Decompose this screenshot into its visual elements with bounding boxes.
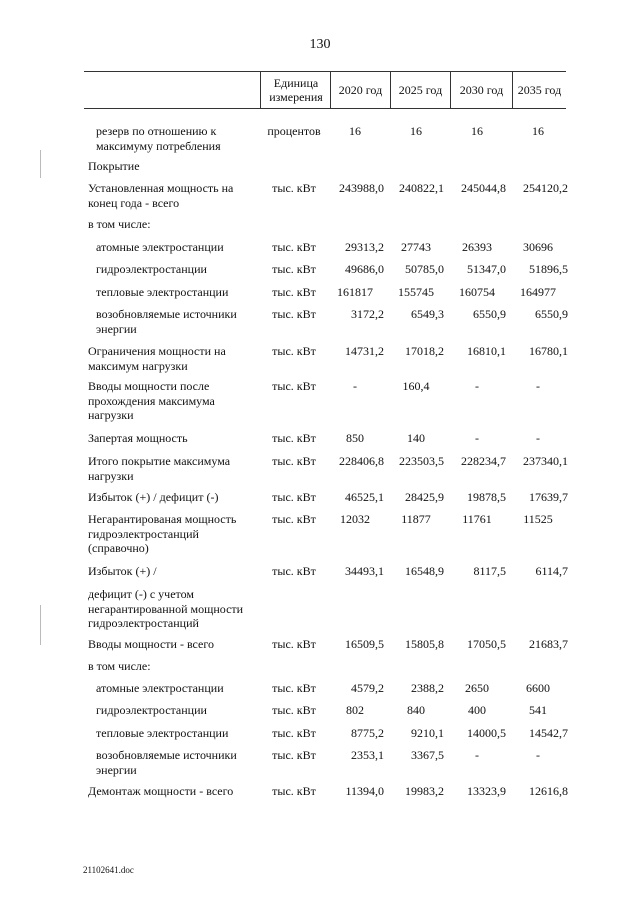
row-label: Итого покрытие максимума нагрузки [88, 454, 231, 483]
row-unit: тыс. кВт [272, 681, 316, 695]
value-2025: 2388,2 [411, 681, 444, 695]
value-2030: 2650 [465, 681, 489, 695]
row-unit: процентов [267, 124, 321, 138]
header-2035: 2035 год [517, 83, 562, 97]
row-label: тепловые электростанции [96, 285, 229, 299]
value-2020: 12032 [340, 512, 370, 526]
value-2020: 802 [346, 703, 364, 717]
value-2030: 400 [468, 703, 486, 717]
value-2025: 16548,9 [405, 564, 444, 578]
value-2020: 34493,1 [345, 564, 384, 578]
header-unit: Единица измерения [269, 76, 323, 104]
value-2020: 3172,2 [351, 307, 384, 321]
value-2030: 13323,9 [467, 784, 506, 798]
row-unit: тыс. кВт [272, 431, 316, 445]
row-unit: тыс. кВт [272, 564, 316, 578]
value-2020: 16 [349, 124, 361, 138]
row-unit: тыс. кВт [272, 490, 316, 504]
value-2020: 14731,2 [345, 344, 384, 358]
margin-mark [40, 150, 41, 178]
row-label: Покрытие [88, 159, 140, 173]
row-unit: тыс. кВт [272, 454, 316, 468]
row-label: Установленная мощность на конец года - всего [88, 181, 234, 210]
value-2030: 19878,5 [467, 490, 506, 504]
value-2030: 17050,5 [467, 637, 506, 651]
value-2020: 29313,2 [345, 240, 384, 254]
row-label: Вводы мощности после прохождения максимума нагрузки [88, 379, 215, 422]
value-2030: - [475, 379, 479, 393]
value-2020: 16509,5 [345, 637, 384, 651]
row-unit: тыс. кВт [272, 726, 316, 740]
value-2035: 6550,9 [535, 307, 568, 321]
value-2035: 16 [532, 124, 544, 138]
row-unit: тыс. кВт [272, 784, 316, 798]
value-2030: 8117,5 [473, 564, 506, 578]
value-2035: 11525 [523, 512, 553, 526]
value-2035: 541 [529, 703, 547, 717]
value-2030: 51347,0 [467, 262, 506, 276]
value-2030: 6550,9 [473, 307, 506, 321]
value-2035: - [536, 748, 540, 762]
header-divider [260, 72, 261, 108]
value-2025: 3367,5 [411, 748, 444, 762]
row-unit: тыс. кВт [272, 637, 316, 651]
header-2025: 2025 год [398, 83, 443, 97]
row-label: атомные электростанции [96, 681, 224, 695]
row-unit: тыс. кВт [272, 703, 316, 717]
value-2025: 240822,1 [399, 181, 444, 195]
value-2020: 2353,1 [351, 748, 384, 762]
value-2020: 243988,0 [339, 181, 384, 195]
value-2025: 160,4 [402, 379, 430, 393]
value-2025: 16 [410, 124, 422, 138]
row-label: атомные электростанции [96, 240, 224, 254]
row-unit: тыс. кВт [272, 748, 316, 762]
value-2035: 14542,7 [529, 726, 568, 740]
value-2025: 15805,8 [405, 637, 444, 651]
value-2035: 16780,1 [529, 344, 568, 358]
value-2025: 27743 [401, 240, 431, 254]
value-2035: 12616,8 [529, 784, 568, 798]
value-2030: 16810,1 [467, 344, 506, 358]
document-filename: 21102641.doc [83, 865, 134, 875]
row-unit: тыс. кВт [272, 307, 316, 321]
row-label: резерв по отношению к максимуму потребления [96, 124, 221, 153]
value-2025: 223503,5 [399, 454, 444, 468]
header-2030: 2030 год [459, 83, 504, 97]
value-2020: 11394,0 [345, 784, 384, 798]
value-2030: - [475, 431, 479, 445]
page-number: 130 [309, 37, 331, 52]
table-header [84, 71, 566, 109]
value-2025: 17018,2 [405, 344, 444, 358]
row-label: Вводы мощности - всего [88, 637, 214, 651]
value-2030: - [475, 748, 479, 762]
value-2035: 17639,7 [529, 490, 568, 504]
value-2020: 228406,8 [339, 454, 384, 468]
value-2035: 6600 [526, 681, 550, 695]
value-2030: 16 [471, 124, 483, 138]
header-2020: 2020 год [338, 83, 383, 97]
value-2025: 155745 [398, 285, 434, 299]
value-2020: 161817 [337, 285, 373, 299]
value-2030: 14000,5 [467, 726, 506, 740]
value-2025: 9210,1 [411, 726, 444, 740]
value-2035: 237340,1 [523, 454, 568, 468]
row-unit: тыс. кВт [272, 240, 316, 254]
value-2025: 11877 [401, 512, 431, 526]
margin-mark [40, 605, 41, 645]
row-unit: тыс. кВт [272, 344, 316, 358]
value-2030: 228234,7 [461, 454, 506, 468]
value-2030: 160754 [459, 285, 495, 299]
row-label: тепловые электростанции [96, 726, 229, 740]
row-unit: тыс. кВт [272, 285, 316, 299]
row-label: Избыток (+) / [88, 564, 157, 578]
value-2035: 21683,7 [529, 637, 568, 651]
row-label: в том числе: [88, 217, 151, 231]
row-unit: тыс. кВт [272, 262, 316, 276]
row-label: Негарантированая мощность гидроэлектростанций (справочно) [88, 512, 237, 555]
value-2025: 28425,9 [405, 490, 444, 504]
value-2020: 8775,2 [351, 726, 384, 740]
value-2025: 6549,3 [411, 307, 444, 321]
value-2020: 850 [346, 431, 364, 445]
value-2025: 50785,0 [405, 262, 444, 276]
value-2020: 46525,1 [345, 490, 384, 504]
row-label: гидроэлектростанции [96, 703, 207, 717]
value-2030: 26393 [462, 240, 492, 254]
row-unit: тыс. кВт [272, 379, 316, 393]
value-2035: 254120,2 [523, 181, 568, 195]
value-2025: 140 [407, 431, 425, 445]
row-unit: тыс. кВт [272, 181, 316, 195]
value-2025: 840 [407, 703, 425, 717]
row-label: Демонтаж мощности - всего [88, 784, 234, 798]
value-2035: 6114,7 [535, 564, 568, 578]
value-2035: 164977 [520, 285, 556, 299]
value-2020: 49686,0 [345, 262, 384, 276]
row-unit: тыс. кВт [272, 512, 316, 526]
value-2035: - [536, 431, 540, 445]
value-2030: 11761 [462, 512, 492, 526]
value-2020: 4579,2 [351, 681, 384, 695]
row-label: Запертая мощность [88, 431, 188, 445]
row-label: Ограничения мощности на максимум нагрузки [88, 344, 226, 373]
row-label: гидроэлектростанции [96, 262, 207, 276]
value-2035: 30696 [523, 240, 553, 254]
value-2035: 51896,5 [529, 262, 568, 276]
value-2030: 245044,8 [461, 181, 506, 195]
row-label: возобновляемые источники энергии [96, 748, 237, 777]
value-2025: 19983,2 [405, 784, 444, 798]
value-2020: - [353, 379, 357, 393]
row-label: дефицит (-) с учетом негарантированной мощности гидроэлектростанций [88, 587, 244, 630]
row-label: в том числе: [88, 659, 151, 673]
row-label: возобновляемые источники энергии [96, 307, 237, 336]
value-2035: - [536, 379, 540, 393]
row-label: Избыток (+) / дефицит (-) [88, 490, 219, 504]
